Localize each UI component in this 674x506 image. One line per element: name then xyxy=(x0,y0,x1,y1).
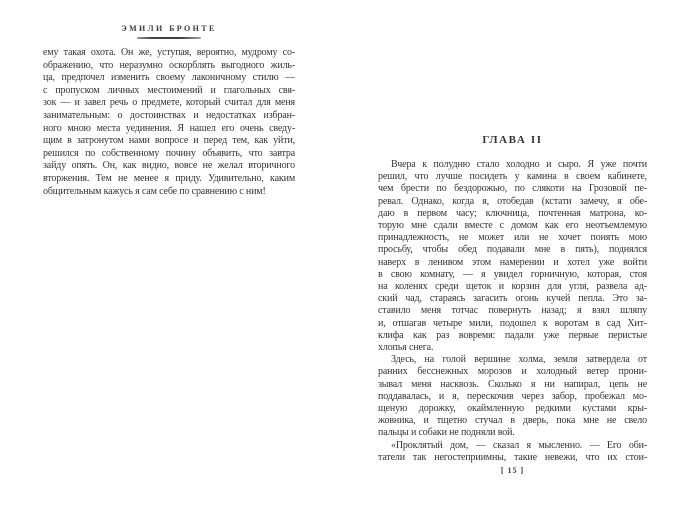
text-line: пальцы и собаки не подняли вой. xyxy=(378,427,515,439)
text-line: чем брести по бездорожью, по слякоти на Грозовой пе- xyxy=(378,183,647,195)
header-rule xyxy=(137,37,201,39)
text-line: решился по собственному почину объявить, что завтра xyxy=(43,147,295,159)
text-line: решил, что лучше посидеть у камина в своем кабинете, xyxy=(378,171,647,183)
text-line: щеную дорожку, окаймленную редкими кустами кры- xyxy=(378,403,647,415)
page-number: [ 15 ] xyxy=(500,466,525,475)
text-line: принадлежность, не может или не хочет понять мою xyxy=(378,232,647,244)
text-line: зайду опять. Он, как видно, вовсе не желал вторичного xyxy=(43,160,295,172)
left-page-header xyxy=(43,24,295,39)
right-page-text-block xyxy=(378,159,647,464)
text-line: клифа как раз вовремя: падали уже первые перистые xyxy=(378,329,647,341)
left-page-text-block xyxy=(43,47,295,198)
text-line: даю в первом часу; ключница, почтенная матрона, ко- xyxy=(378,207,647,219)
text-line: ного мною места уединения. Я нашел его очень сведу- xyxy=(43,122,295,134)
text-line: хлопья снега. xyxy=(378,342,434,354)
text-line: щим в затронутом нами вопросе и перед тем, как уйти, xyxy=(43,135,295,147)
text-line: ревал. Однако, когда я, отобедав (кстати замечу, я обе- xyxy=(378,195,647,207)
text-line: «Проклятый дом, — сказал я мысленно. — Его оби- xyxy=(391,439,647,451)
text-line: общительным кажусь я сам себе по сравнению с ним! xyxy=(43,185,266,197)
text-line: ему такая охота. Он же, уступая, вероятно, мудрому со- xyxy=(43,47,295,58)
text-line: и, отшагав четыре мили, подошел к воротам в сад Хит- xyxy=(378,317,647,329)
text-line: зок — и завел речь о предмете, который считал для меня xyxy=(43,97,295,109)
text-line: ранних бесснежных морозов и холодный ветер прони- xyxy=(378,366,647,378)
running-head: ЭМИЛИ БРОНТЕ xyxy=(121,24,217,33)
text-line: занимательным: о достоинствах и недостатках избран- xyxy=(43,109,295,121)
text-line: Здесь, на голой вершине холма, земля затвердела от xyxy=(391,354,647,366)
text-line: наверх в ленивом этом намерении и хотел уже войти xyxy=(378,256,647,268)
chapter-heading: ГЛАВА II xyxy=(482,134,543,146)
text-line: ца, предпочел изменить своему лаконичному стилю — xyxy=(43,72,295,84)
text-line: с пропуском личных местоимений и глагольных свя- xyxy=(43,84,295,96)
text-line: вторжения. Тем не менее я приду. Удивительно, каким xyxy=(43,172,295,184)
text-line: жовника, и тщетно стучал в дверь, пока мне не свело xyxy=(378,415,647,427)
text-line: татели так негостеприимны, такие невежи, что их стои- xyxy=(378,451,647,463)
text-line: поддавалась, и я, перескочив через забор, пробежал мо- xyxy=(378,390,647,402)
text-line: на коленях среди щеток и корзин для угля, развела ад- xyxy=(378,281,647,293)
text-line: торую мне сдали вместе с домом как его неотъемлемую xyxy=(378,220,647,232)
text-line: ставило меня тотчас повернуть назад; я взял шляпу xyxy=(378,305,647,317)
text-line: Вчера к полудню стало холодно и сыро. Я уже почти xyxy=(391,159,647,170)
text-line: ский чад, стараясь загасить огонь кучей пепла. Это за- xyxy=(378,293,647,305)
text-line: просьбу, чтобы обед подавали мне в пять), поднялся xyxy=(378,244,647,256)
text-line: в свою комнату, — я увидел горничную, которая, стоя xyxy=(378,268,647,280)
text-line: ображению, что неразумно оскорблять выгодного жиль- xyxy=(43,59,295,71)
text-line: зывал меня насквозь. Сколько я ни напирал, цепь не xyxy=(378,378,647,390)
